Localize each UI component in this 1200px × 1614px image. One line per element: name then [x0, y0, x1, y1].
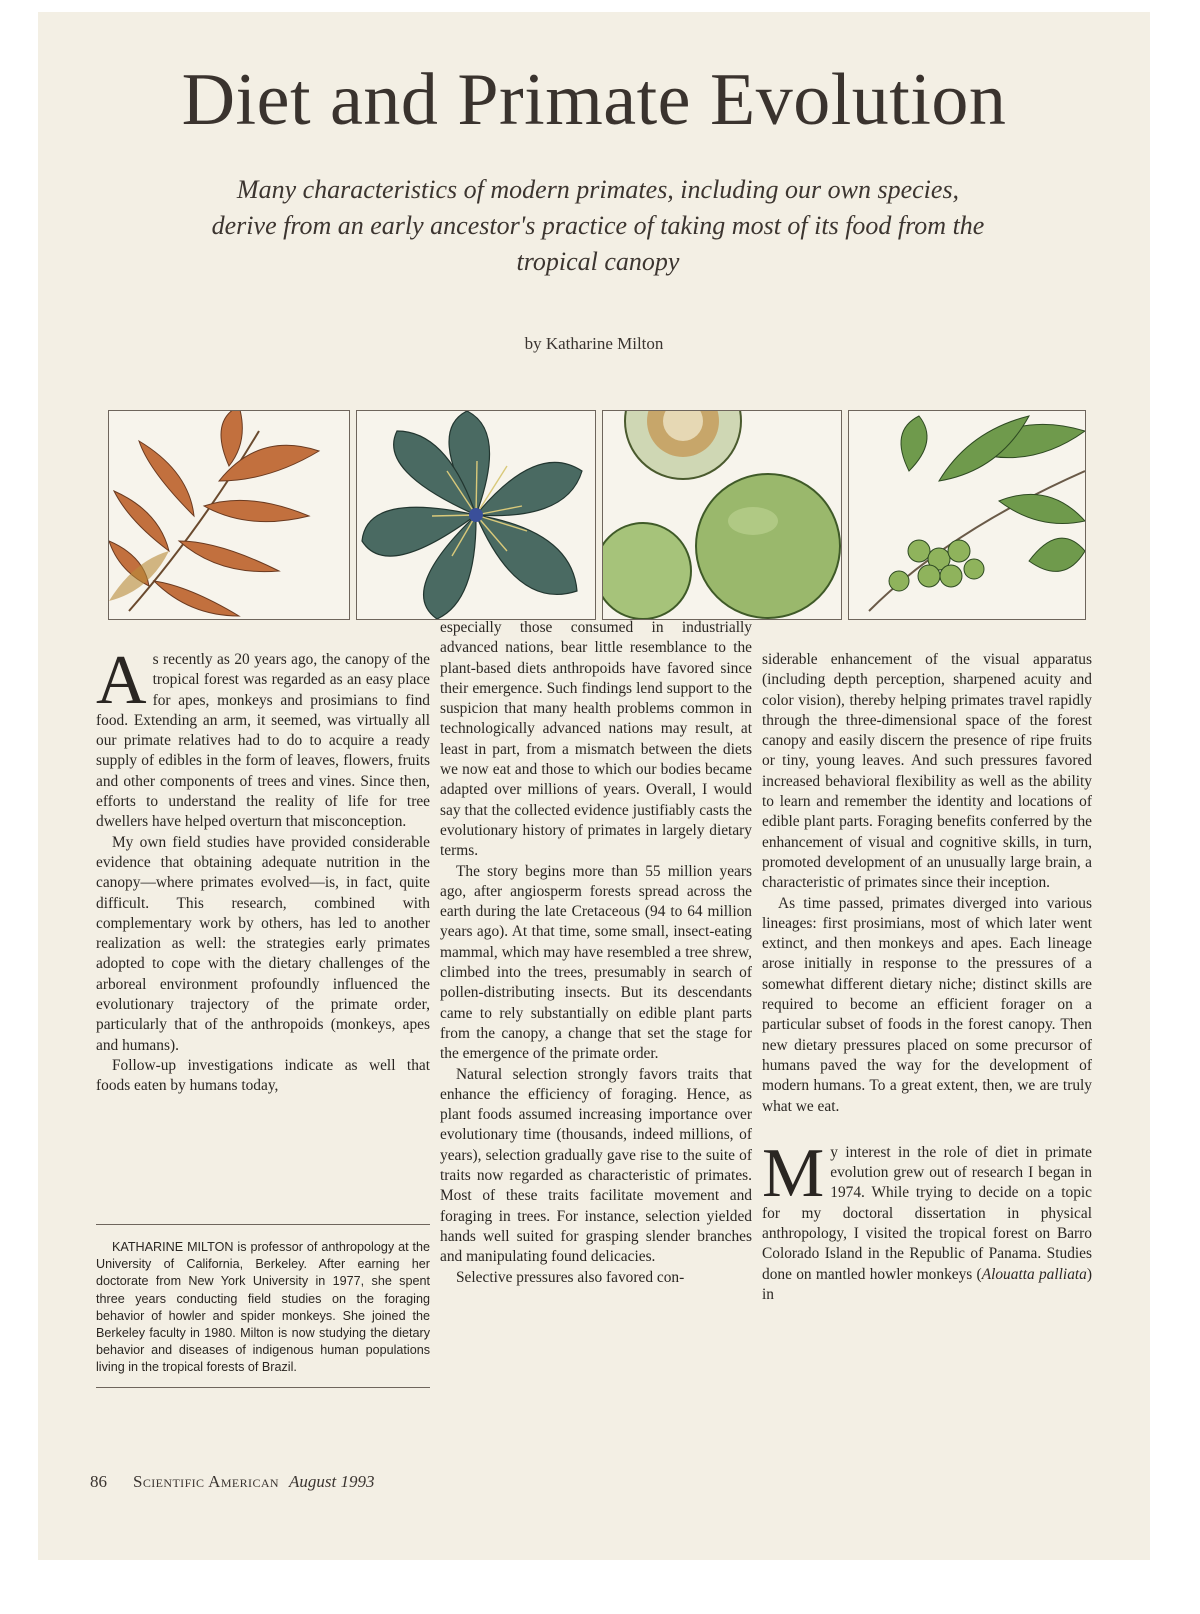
flower-illustration [356, 410, 596, 620]
magazine-name: Scientific American [133, 1472, 279, 1491]
paragraph: especially those consumed in industrially advanced nations, bear little resemblance to the plant-based diets anthropoids have favored since their emergence. Such findings lend support to the suspicion that many health problems common in technologically advanced nations may result, at least in part, from a mismatch between the diets we now eat and those to which our bodies became adapted over millions of years. Overall, I would say that the collected evidence justifiably casts the evolutionary history of primates in largely dietary terms. [440, 619, 752, 860]
paragraph: Selective pressures also favored con- [456, 1268, 685, 1286]
paragraph: As time passed, primates diverged into various lineages: first prosimians, most of which later went extinct, and then monkeys and apes. Each lineage arose initially in response to the pressures of a somewhat different dietary niche; distinct skills are required to become an efficient forager on a particular subset of foods in the forest canopy. Then new dietary pressures placed on some precursor of humans paved the way for the development of modern humans. To a great extent, then, we are truly what we eat. [762, 894, 1092, 1115]
page-footer [90, 1472, 374, 1492]
article-column-2 [430, 618, 752, 1288]
drop-cap: M [762, 1134, 825, 1212]
paragraph: As recently as 20 years ago, the canopy of the tropical forest was regarded as an easy place for apes, monkeys and prosimians to find food. Extending an arm, it seemed, was virtually all our primate relatives had to do to acquire a ready supply of edibles in the form of leaves, flowers, fruits and other components of trees and vines. Since then, efforts to understand the reality of life for tree dwellers have helped overturn that misconception. [96, 642, 430, 831]
berry-branch-illustration-art [849, 411, 1085, 619]
fruit-illustration-art [603, 411, 841, 619]
paragraph: Natural selection strongly favors traits that enhance the efficiency of foraging. Hence, as plant foods assumed increasing importance over evolutionary time (thousands, indeed millions, of years), selection gradually gave rise to the suite of traits now regarded as characteristic of primates. Most of these traits facilitate movement and foraging in trees. For instance, selection yielded hands well suited for grasping slender branches and manipulating found delicacies. [440, 1065, 752, 1266]
leaves-illustration-art [109, 411, 349, 619]
species-name: Alouatta palliata [981, 1265, 1087, 1283]
article-deck: Many characteristics of modern primates, including our own species, derive from an early ancestor's practice of taking most of its food from the tropical canopy [211, 175, 985, 276]
author-bio [96, 1224, 430, 1388]
flower-illustration-art [357, 411, 595, 619]
author-name: KATHARINE MILTON [112, 1240, 234, 1254]
paragraph: siderable enhancement of the visual apparatus (including depth perception, sharpened acuity and color vision), thereby helping primates travel rapidly through the three-dimensional space of the forest canopy and easily discern the presence of ripe fruits or tiny, young leaves. And such pressures favored increased behavioral flexibility as well as the ability to learn and remember the identity and locations of edible plant parts. Foraging benefits conferred by the enhancement of visual and cognitive skills, in turn, promoted development of an unusually large brain, a characteristic of primates since their inception. [762, 651, 1092, 892]
page-number: 86 [90, 1472, 107, 1491]
article-title: Diet and Primate Evolution [181, 59, 1007, 141]
issue-date: August 1993 [288, 1472, 375, 1491]
byline: by Katharine Milton [524, 334, 664, 353]
leaves-illustration [108, 410, 350, 620]
article-column-1 [96, 642, 430, 1097]
paragraph: My interest in the role of diet in primate evolution grew out of research I began in 1974. While trying to decide on a topic for my doctoral dissertation in physical anthropology, I visited the tropical forest on Barro Colorado Island in the Republic of Panama. Studies done on mantled howler monkeys (Alouatta palliata) in [762, 1134, 1092, 1303]
author-bio-text: is professor of anthropology at the University of California, Berkeley. After earning her doctorate from New York University in 1977, she spent three years conducting field studies on the foraging behavior of howler and spider monkeys. She joined the Berkeley faculty in 1980. Milton is now studying the dietary behavior and diseases of indigenous human populations living in the tropical forests of Brazil. [96, 1240, 431, 1375]
fruit-illustration [602, 410, 842, 620]
berry-branch-illustration [848, 410, 1086, 620]
drop-cap: A [96, 642, 147, 719]
magazine-page [38, 12, 1150, 1560]
paragraph: My own field studies have provided considerable evidence that obtaining adequate nutrition in the canopy—where primates evolved—is, in fact, quite difficult. This research, combined with complementary work by others, has led to another realization as well: the strategies early primates adopted to cope with the dietary challenges of the arboreal environment profoundly influenced the evolutionary trajectory of the primate order, particularly that of the anthropoids (monkeys, apes and humans). [96, 833, 430, 1054]
paragraph: Follow-up investigations indicate as well that foods eaten by humans today, [96, 1056, 430, 1095]
paragraph: The story begins more than 55 million years ago, after angiosperm forests spread across the earth during the late Cretaceous (94 to 64 million years ago). At that time, some small, insect-eating mammal, which may have resembled a tree shrew, climbed into the trees, presumably in search of pollen-distributing insects. But its descendants came to rely substantially on edible plant parts from the canopy, a change that set the stage for the emergence of the primate order. [440, 862, 752, 1063]
article-column-3 [762, 650, 1092, 1305]
